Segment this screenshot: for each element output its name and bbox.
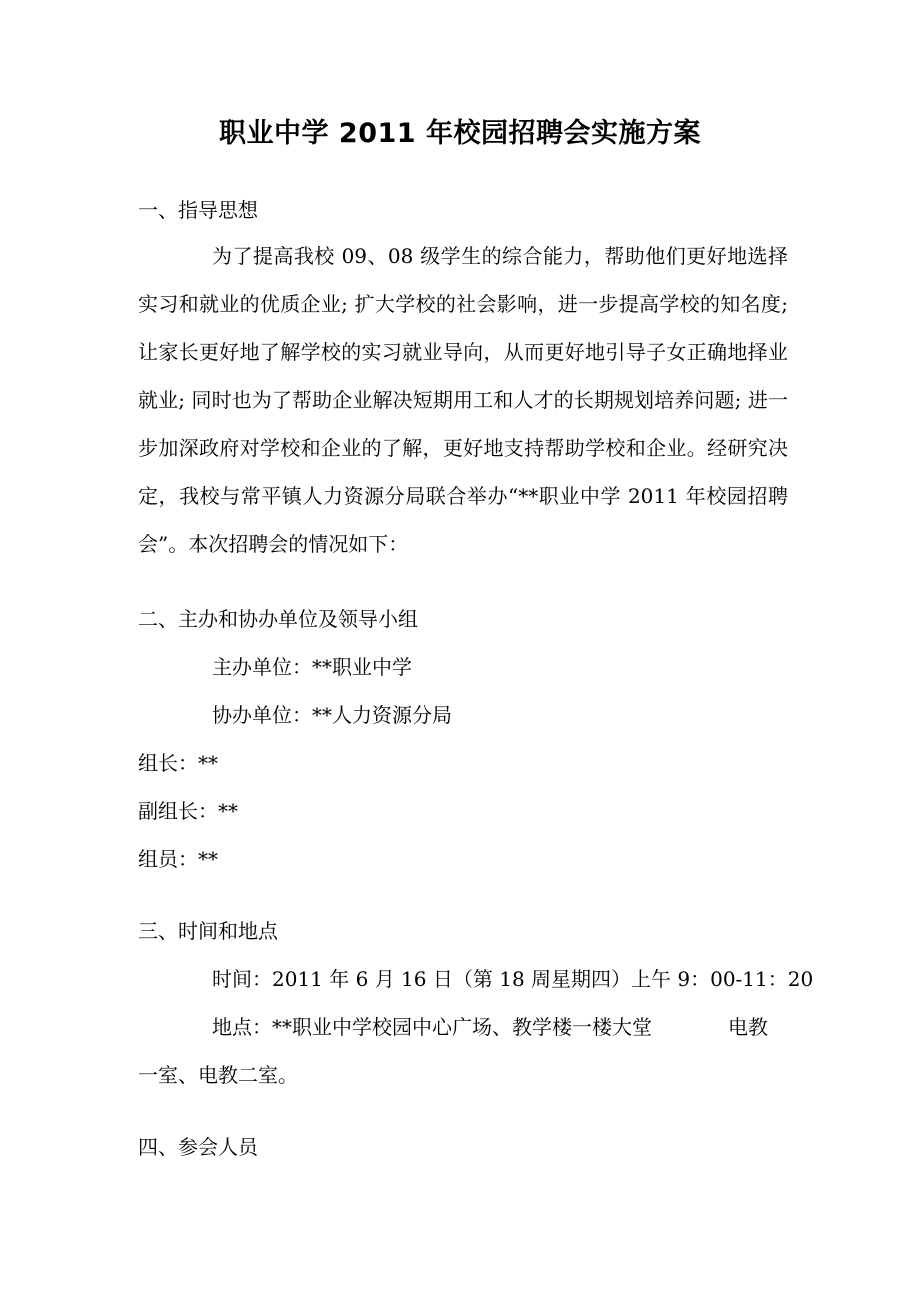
event-time: 时间：2011 年 6 月 16 日（第 18 周星期四）上午 9：00-11：20 xyxy=(212,967,814,991)
co-host-organization: 协办单位：**人力资源分局 xyxy=(212,703,452,727)
event-place-continued: 电教 xyxy=(728,1015,768,1039)
section-4-heading: 四、参会人员 xyxy=(138,1135,258,1159)
group-leader: 组长：** xyxy=(138,751,218,775)
section-2-heading: 二、主办和协办单位及领导小组 xyxy=(138,607,418,631)
section-1-paragraph: 为了提高我校 09、08 级学生的综合能力，帮助他们更好地选择实习和就业的优质企业; 扩大学校的社会影响，进一步提高学校的知名度; 让家长更好地了解学校的实习就业导向，从而更好地引导子女正确地择业就业; 同时也为了帮助企业解决短期用工和人才的长期规划培养问题; 进一步加深政府对学校和企业的了解，更好地支持帮助学校和企业。经研究决定，我校与常平镇人力资源分局联合举办“**职业中学 2011 年校园招聘会”。本次招聘会的情况如下： xyxy=(138,244,788,556)
event-place-line-2: 一室、电教二室。 xyxy=(138,1063,298,1087)
host-organization: 主办单位：**职业中学 xyxy=(212,655,412,679)
document-title: 职业中学 2011 年校园招聘会实施方案 xyxy=(219,118,701,149)
deputy-group-leader: 副组长：** xyxy=(138,799,238,823)
group-members: 组员：** xyxy=(138,847,218,871)
section-3-heading: 三、时间和地点 xyxy=(138,919,278,943)
event-place-text: 地点：**职业中学校园中心广场、教学楼一楼大堂 xyxy=(212,1015,652,1039)
event-place-line-1 xyxy=(212,1013,768,1041)
section-1-heading: 一、指导思想 xyxy=(138,198,258,222)
